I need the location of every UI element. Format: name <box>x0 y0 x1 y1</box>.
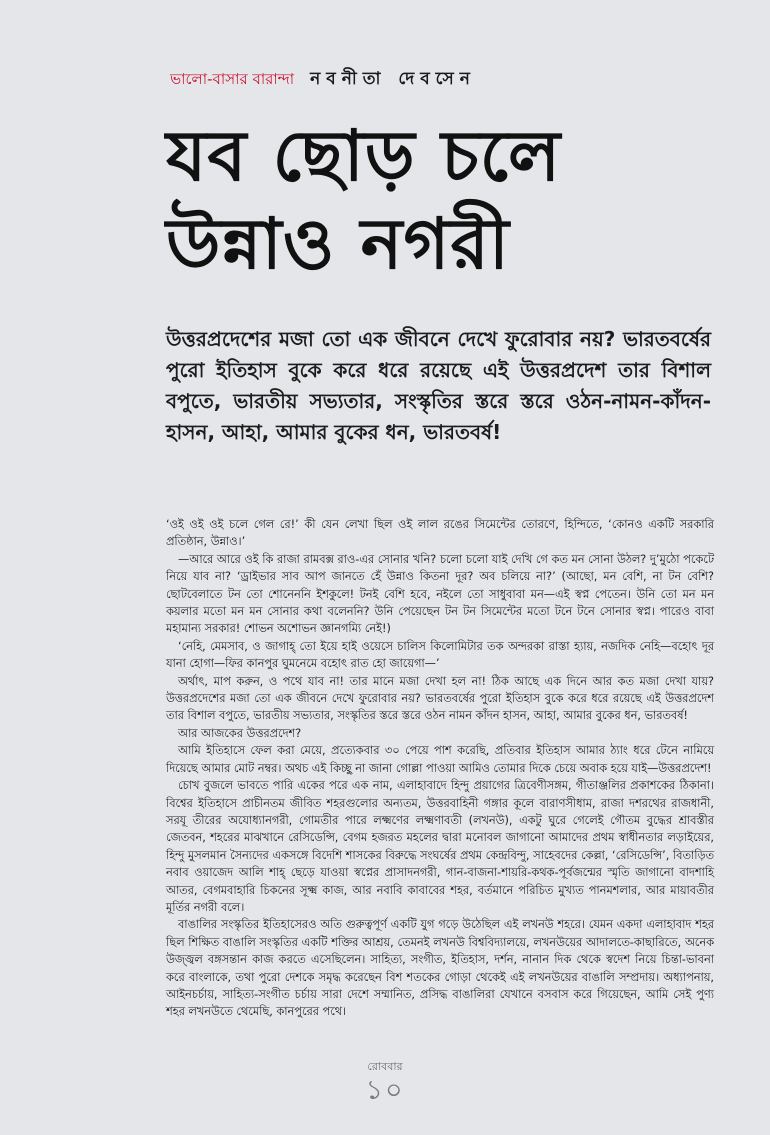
magazine-name: রোববার <box>367 1060 403 1073</box>
column-name: ভালো-বাসার বারান্দা <box>170 69 295 88</box>
body-paragraph: অর্থাৎ, মাপ করুন, ও পথে যাব না! তার মানে মজা দেখা হল না! ঠিক আছে এক দিনে আর কত মজা দেখা যায়? উত্তরপ্রদেশের মজা তো এক জীবনে দেখে ফুরোবার নয়? ভারতবর্ষের পুরো ইতিহাস বুকে করে ধরে রয়েছে এই উত্তরপ্রদেশ তার বিশাল বপুতে, ভারতীয় সভ্যতার, সংস্কৃতির স্তরে স্তরে ওঠন নামন কাঁদন হাসন, আহা, আমার বুকের ধন, ভারতবর্ষ! <box>166 674 714 723</box>
body-paragraph: আর আজকের উত্তরপ্রদেশ? <box>178 726 302 740</box>
page-header <box>170 60 690 100</box>
body-paragraph: ‘নেহি, মেমসাব, ও জাগাহ্‌ তো ইয়ে হাই ওয়েসে চালিস কিলোমিটার তক অন্দরকা রাস্তা হ্যায়, নজদিক নেহি—বহোৎ দূর যানা হোগা—ফির কানপুর ঘুমনেমে বহোৎ রাত হো জায়েগা—’ <box>166 639 714 671</box>
body-paragraph: —আরে আরে ওই কি রাজা রামবক্স রাও-এর সোনার খনি? চলো চলো যাই দেখি গে কত মন সোনা উঠল? দু’মুঠো পকেটে নিয়ে যাব না? ‘ড্রাইভার সাব আপ জানতে হেঁ উন্নাও কিতনা দূর? অব চলিয়ে না?’ (আছো, মন বেশি, না টন বেশি? ছোটবেলাতে টন তো শোনেননি ইশকুলে! টনই বেশি হবে, নইলে তো সাধুবাবা মন—এই স্বপ্ন পেতেন। উনি তো মন মন কয়লার মতো মন মন সোনার কথা বলেননি? উনি পেয়েছেন টন টন সিমেন্টের মতো টনে টনে সোনার স্বপ্ন। পারেও বাবা মহামান্য সরকার! শোভন অশোভন জ্ঞানগম্যি নেই!) <box>166 552 714 636</box>
body-paragraph: চোখ বুজলে ভাবতে পারি একের পরে এক নাম, এলাহাবাদে হিন্দু প্রয়াগের ত্রিবেণীসঙ্গম, গীতাঞ্জলির প্রকাশকের ঠিকানা। বিশ্বের ইতিহাসে প্রাচীনতম জীবিত শহরগুলোর অন্যতম, উত্তরবাহিনী গঙ্গার কূলে বারাণসীধাম, রাজা দশরথের রাজধানী, সরযূ তীরের অযোধ্যানগরী, গোমতীর পারে লক্ষ্মণের লক্ষ্মণাবতী (লখনউ), একটু ঘুরে গেলেই গৌতম বুদ্ধের শ্রাবস্তীর জেতবন, শহরের মাঝখানে রেসিডেন্সি, বেগম হজরত মহলের দ্বারা মনোবল জাগানো আমাদের প্রথম স্বাধীনতার লড়াইয়ের, হিন্দু মুসলমান সৈন্যদের একসঙ্গে বিদেশি শাসকের বিরুদ্ধে সংঘর্ষের প্রথম কেন্দ্রবিন্দু, সাহেবদের কেল্লা, ‘রেসিডেন্সি’, বিতাড়িত নবাব ওয়াজেদ আলি শাহ্‌ ছেড়ে যাওয়া স্বপ্নের প্রাসাদনগরী, গান-বাজনা-শায়রি-কথক-পূর্বজন্মের স্মৃতি জাগানো বাদশাহি আতর, বেগমবাহারি চিকনের সূক্ষ্ম কাজ, আর নবাবি কাবাবের শহর, বর্তমানে পরিচিত মুখ্যত পানমশলার, আর মায়াবতীর মূর্তির নগরী বলে। <box>166 779 714 914</box>
article-standfirst: উত্তরপ্রদেশের মজা তো এক জীবনে দেখে ফুরোবার নয়? ভারতবর্ষের পুরো ইতিহাস বুকে করে ধরে রয়েছে এই উত্তরপ্রদেশ তার বিশাল বপুতে, ভারতীয় সভ্যতার, সংস্কৃতির স্তরে স্তরে ওঠন-নামন-কাঁদন-হাসন, আহা, আমার বুকের ধন, ভারতবর্ষ! <box>166 327 711 444</box>
article-body <box>166 516 714 1021</box>
article-title-line-1: যব ছোড় চলে <box>166 115 562 197</box>
page-number: ১০ <box>365 1075 405 1106</box>
article-title <box>166 112 726 288</box>
author-name: নবনীতা দেবসেন <box>310 69 476 89</box>
page-footer <box>340 1060 430 1120</box>
article-title-line-2: উন্নাও নগরী <box>166 203 510 285</box>
body-paragraph: বাঙালির সংস্কৃতির ইতিহাসেরও অতি গুরুত্বপূর্ণ একটি যুগ গড়ে উঠেছিল এই লখনউ শহরে। যেমন একদা এলাহাবাদ শহর ছিল শিক্ষিত বাঙালি সংস্কৃতির একটি শক্তির আশ্রয়, তেমনই লখনউ বিশ্ববিদ্যালয়ে, লখনউয়ের আদালতে-কাছারিতে, অনেক উজ্জ্বল বঙ্গসন্তান কাজ করতে এসেছিলেন। সাহিত্য, সংগীত, ইতিহাস, দর্শন, নানান দিক থেকে স্বদেশ নিয়ে চিন্তা-ভাবনা করে বাংলাকে, তথা পুরো দেশকে সমৃদ্ধ করেছেন বিশ শতকের গোড়া থেকেই এই লখনউয়ের বাঙালি সম্প্রদায়। অধ্যাপনায়, আইনচর্চায়, সাহিত্য-সংগীত চর্চায় সারা দেশে সম্মানিত, প্রসিদ্ধ বাঙালিরা যেখানে বসবাস করে গিয়েছেন, আমি সেই পুণ্য শহর লখনউতে থেমেছি, কানপুরের পথে। <box>166 918 714 1019</box>
body-paragraph: আমি ইতিহাসে ফেল করা মেয়ে, প্রত্যেকবার ৩০ পেয়ে পাশ করেছি, প্রতিবার ইতিহাস আমার ঠ্যাং ধরে টেনে নামিয়ে দিয়েছে আমার মোট নম্বর। অথচ এই কিচ্ছু না জানা গোল্লা পাওয়া আমিও তোমার দিকে চেয়ে অবাক হয়ে যাই—উত্তরপ্রদেশ! <box>166 744 714 775</box>
body-paragraph: ‘ওই ওই ওই চলে গেল রে!’ কী যেন লেখা ছিল ওই লাল রঙের সিমেন্টের তোরণে, হিন্দিতে, ‘কোনও একটি সরকারি প্রতিষ্ঠান, উন্নাও।’ <box>166 518 714 549</box>
